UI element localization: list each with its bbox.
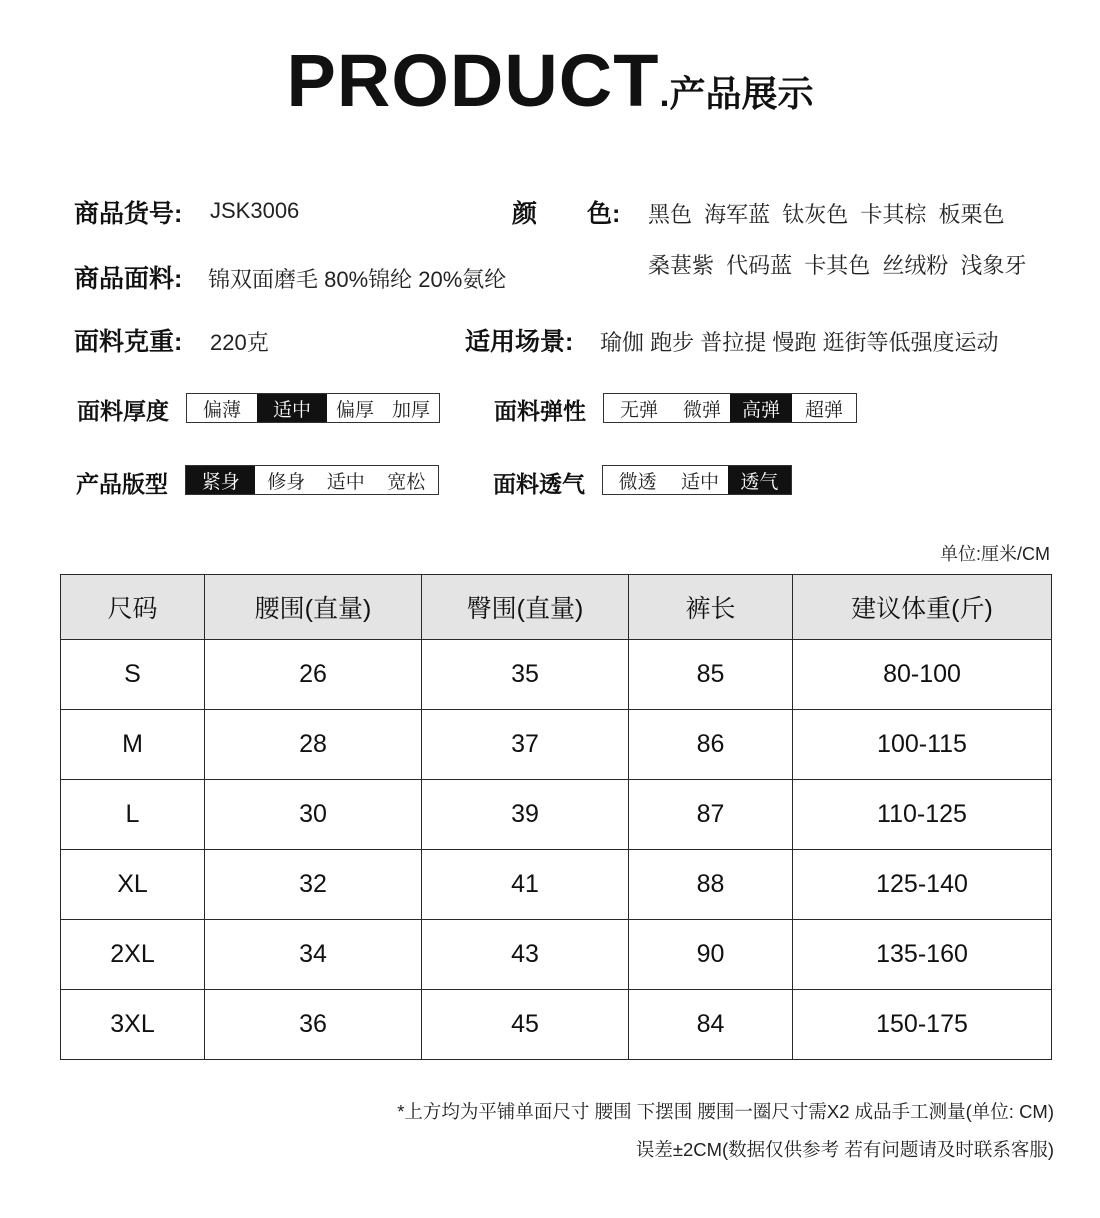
size-table (60, 574, 1052, 1060)
cell-hip: 37 (422, 710, 629, 780)
table-row (61, 990, 1052, 1060)
scene-label: 适用场景: (465, 328, 574, 356)
cell-weight: 80-100 (793, 640, 1052, 710)
table-row (61, 780, 1052, 850)
fabric-label: 商品面料: (74, 265, 183, 293)
sku-label: 商品货号: (74, 200, 183, 228)
cell-hip: 41 (422, 850, 629, 920)
table-row (61, 850, 1052, 920)
cell-waist: 32 (205, 850, 422, 920)
elasticity-label: 面料弹性 (494, 398, 586, 424)
elasticity-option-high: 高弹 (730, 394, 792, 422)
footnote-line-1: *上方均为平铺单面尺寸 腰围 下摆围 腰围一圈尺寸需X2 成品手工测量(单位: CM) (397, 1101, 1054, 1122)
cell-hip: 35 (422, 640, 629, 710)
header-weight: 建议体重(斤) (793, 575, 1052, 640)
table-row (61, 710, 1052, 780)
cell-weight: 110-125 (793, 780, 1052, 850)
header-size: 尺码 (61, 575, 205, 640)
cell-weight: 150-175 (793, 990, 1052, 1060)
cell-weight: 100-115 (793, 710, 1052, 780)
breathability-option-medium: 适中 (680, 471, 719, 493)
cell-waist: 34 (205, 920, 422, 990)
elasticity-option-slight: 微弹 (682, 399, 721, 421)
fit-option-slim: 修身 (267, 471, 306, 493)
thickness-option-extra-thick: 加厚 (391, 399, 430, 421)
cell-hip: 45 (422, 990, 629, 1060)
table-row (61, 640, 1052, 710)
cell-size: S (61, 640, 205, 710)
colors-line-1: 黑色 海军蓝 钛灰色 卡其棕 板栗色 (648, 202, 1005, 227)
cell-length: 85 (629, 640, 793, 710)
thickness-option-medium: 适中 (257, 394, 327, 422)
weight-value: 220克 (210, 330, 269, 355)
weight-label: 面料克重: (74, 328, 183, 356)
thickness-option-thin: 偏薄 (202, 399, 241, 421)
cell-size: M (61, 710, 205, 780)
thickness-label: 面料厚度 (77, 398, 169, 424)
cell-weight: 135-160 (793, 920, 1052, 990)
cell-length: 88 (629, 850, 793, 920)
scene-value: 瑜伽 跑步 普拉提 慢跑 逛街等低强度运动 (600, 330, 999, 355)
fit-option-tight: 紧身 (186, 466, 255, 494)
fit-option-regular: 适中 (326, 471, 365, 493)
cell-waist: 28 (205, 710, 422, 780)
cell-weight: 125-140 (793, 850, 1052, 920)
cell-waist: 36 (205, 990, 422, 1060)
unit-note: 单位:厘米/CM (940, 544, 1050, 564)
color-label: 颜 色: (512, 200, 621, 228)
cell-waist: 26 (205, 640, 422, 710)
colors-line-2: 桑葚紫 代码蓝 卡其色 丝绒粉 浅象牙 (648, 253, 1027, 278)
thickness-selector (186, 393, 440, 423)
fit-selector (185, 465, 439, 495)
breathability-option-breathable: 透气 (728, 466, 791, 494)
table-header-row (61, 575, 1052, 640)
cell-size: 3XL (61, 990, 205, 1060)
thickness-option-thick: 偏厚 (335, 399, 374, 421)
fit-label: 产品版型 (76, 471, 168, 497)
cell-length: 86 (629, 710, 793, 780)
breathability-selector (602, 465, 792, 495)
fit-option-loose: 宽松 (387, 471, 426, 493)
cell-length: 90 (629, 920, 793, 990)
cell-size: 2XL (61, 920, 205, 990)
fabric-value: 锦双面磨毛 80%锦纶 20%氨纶 (208, 267, 507, 292)
title-chinese: .产品展示 (659, 73, 814, 114)
page-title (0, 38, 1100, 123)
elasticity-option-super: 超弹 (804, 399, 843, 421)
elasticity-option-none: 无弹 (619, 399, 658, 421)
breathability-label: 面料透气 (493, 471, 585, 497)
cell-size: L (61, 780, 205, 850)
elasticity-selector (603, 393, 857, 423)
sku-value: JSK3006 (210, 198, 300, 223)
cell-length: 84 (629, 990, 793, 1060)
table-row (61, 920, 1052, 990)
cell-length: 87 (629, 780, 793, 850)
cell-waist: 30 (205, 780, 422, 850)
title-english: PRODUCT (286, 39, 660, 122)
cell-hip: 43 (422, 920, 629, 990)
header-hip: 臀围(直量) (422, 575, 629, 640)
footnote-line-2: 误差±2CM(数据仅供参考 若有问题请及时联系客服) (635, 1139, 1054, 1160)
breathability-option-slight: 微透 (618, 471, 657, 493)
cell-size: XL (61, 850, 205, 920)
header-waist: 腰围(直量) (205, 575, 422, 640)
header-length: 裤长 (629, 575, 793, 640)
cell-hip: 39 (422, 780, 629, 850)
